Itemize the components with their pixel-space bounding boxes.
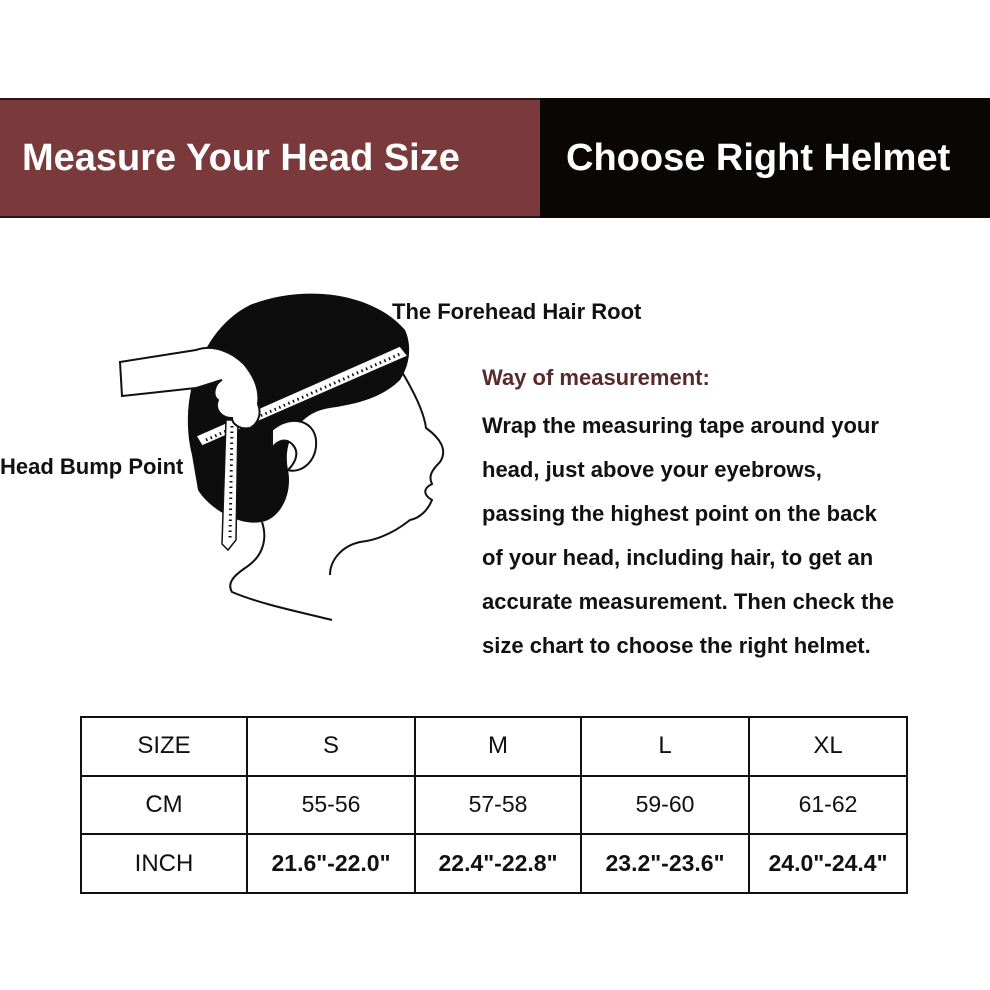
size-row	[81, 717, 907, 776]
instructions-line: of your head, including hair, to get an	[482, 545, 874, 570]
neck-outline	[230, 522, 332, 620]
cm-cell: 57-58	[415, 776, 581, 835]
inch-cell: 24.0"-24.4"	[749, 834, 907, 893]
measure-head-banner: Measure Your Head Size	[0, 98, 540, 218]
measurement-instructions	[482, 360, 982, 668]
instructions-line: head, just above your eyebrows,	[482, 457, 822, 482]
forehead-hair-root-label: The Forehead Hair Root	[392, 299, 642, 324]
inch-cell: 22.4"-22.8"	[415, 834, 581, 893]
header-banner	[0, 98, 990, 218]
inch-row	[81, 834, 907, 893]
cm-cell: 59-60	[581, 776, 749, 835]
inch-cell: 23.2"-23.6"	[581, 834, 749, 893]
size-cell: M	[415, 717, 581, 776]
cm-row	[81, 776, 907, 835]
instructions-line: accurate measurement. Then check the	[482, 589, 895, 614]
size-cell: XL	[749, 717, 907, 776]
instructions-title: Way of measurement:	[482, 365, 710, 390]
size-cell: S	[247, 717, 415, 776]
cm-cell: 61-62	[749, 776, 907, 835]
instructions-line: passing the highest point on the back	[482, 501, 877, 526]
cm-header-cell: CM	[81, 776, 247, 835]
head-bump-point-label: Head Bump Point	[0, 454, 184, 479]
instructions-line: Wrap the measuring tape around your	[482, 413, 879, 438]
size-header-cell: SIZE	[81, 717, 247, 776]
inch-header-cell: INCH	[81, 834, 247, 893]
size-chart-table	[80, 716, 908, 894]
size-cell: L	[581, 717, 749, 776]
instructions-line: size chart to choose the right helmet.	[482, 633, 871, 658]
choose-helmet-banner: Choose Right Helmet	[540, 98, 990, 218]
inch-cell: 21.6"-22.0"	[247, 834, 415, 893]
cm-cell: 55-56	[247, 776, 415, 835]
